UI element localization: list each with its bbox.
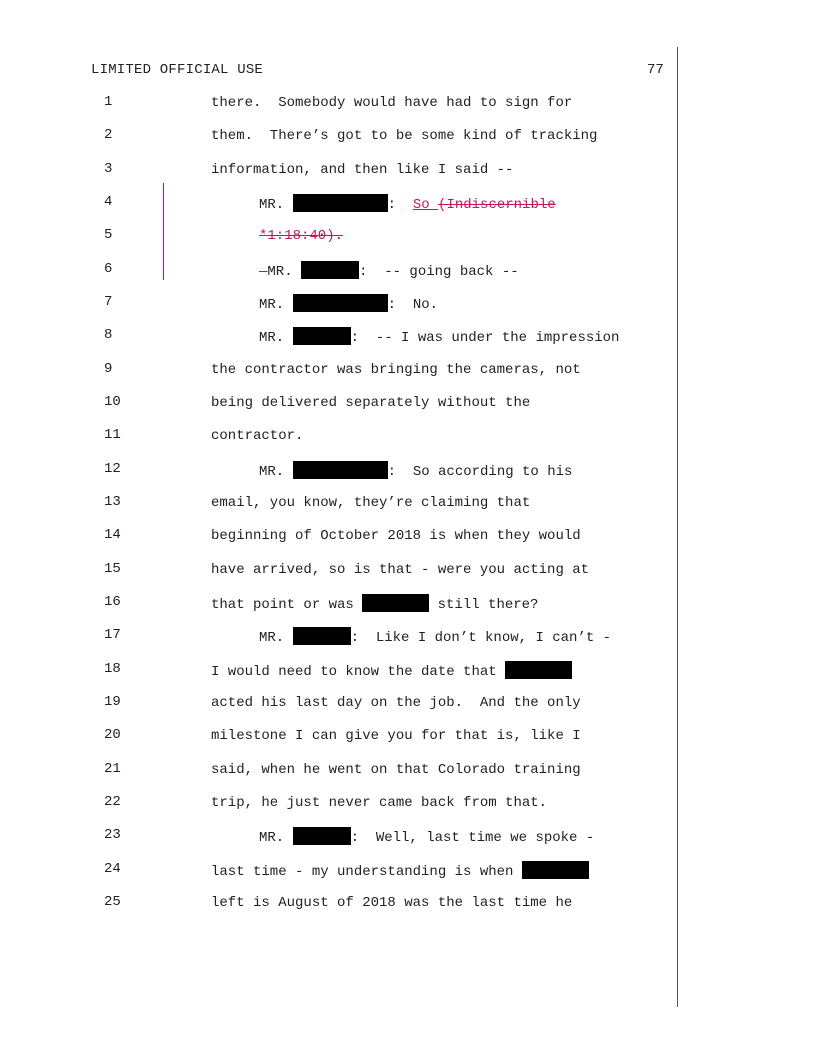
transcript-line [0,561,816,589]
transcript-line [0,761,816,789]
line-text: trip, he just never came back from that. [211,795,548,811]
transcript-line [0,294,816,322]
line-text [211,594,538,614]
line-text: milestone I can give you for that is, like I [211,728,581,744]
deleted-mark: — [259,264,268,280]
speaker-prefix: MR. [259,630,293,646]
redaction-box [293,327,351,345]
transcript-line [0,894,816,922]
line-number: 11 [104,427,121,443]
line-text [259,327,619,347]
line-text [211,661,572,681]
transcript-line [0,161,816,189]
redaction-box [293,194,388,212]
text-after-redaction: still there? [429,597,539,613]
line-text [259,461,572,481]
redaction-box [293,827,351,845]
redaction-box [505,661,572,679]
line-number: 23 [104,827,121,843]
speaker-prefix: MR. [259,297,293,313]
line-number: 24 [104,861,121,877]
inserted-text: So [412,197,439,213]
transcript-line [0,727,816,755]
line-text [259,627,611,647]
line-number: 3 [104,161,113,177]
line-number: 20 [104,727,121,743]
page-header [0,0,816,90]
line-number: 14 [104,527,121,543]
line-text: contractor. [211,428,304,444]
line-number: 13 [104,494,121,510]
transcript-line [0,327,816,355]
line-text: left is August of 2018 was the last time he [211,895,573,911]
speaker-prefix: MR. [259,197,293,213]
line-text: email, you know, they’re claiming that [211,495,531,511]
speaker-colon: : Like I don’t know, I can’t - [350,630,612,646]
text-before-redaction: last time - my understanding is when [211,864,522,880]
transcript-line [0,661,816,689]
transcript-line [0,627,816,655]
line-text: them. There’s got to be some kind of tracking [211,128,598,144]
transcript-line [0,461,816,489]
redaction-box [301,261,359,279]
redaction-box [293,627,351,645]
speaker-colon: : So according to his [387,464,573,480]
line-number: 9 [104,361,113,377]
speaker-colon: : [387,197,413,213]
transcript-line [0,427,816,455]
line-number: 12 [104,461,121,477]
line-number: 17 [104,627,121,643]
transcript-line [0,694,816,722]
line-number: 25 [104,894,121,910]
transcript-line [0,861,816,889]
speaker-prefix: MR. [259,330,293,346]
line-text: beginning of October 2018 is when they would [211,528,581,544]
redaction-box [293,461,388,479]
text-before-redaction: I would need to know the date that [211,664,506,680]
line-number: 15 [104,561,121,577]
speaker-prefix: MR. [259,464,293,480]
line-text: information, and then like I said -- [211,162,514,178]
classification-label: LIMITED OFFICIAL USE [91,62,264,78]
line-text: being delivered separately without the [211,395,531,411]
transcript-line [0,127,816,155]
line-number: 1 [104,94,113,110]
line-number: 8 [104,327,113,343]
speaker-colon: : -- going back -- [359,264,519,280]
line-text [211,861,589,881]
speaker-prefix: MR. [267,264,302,280]
line-number: 21 [104,761,121,777]
transcript-line [0,594,816,622]
line-number: 7 [104,294,113,310]
transcript-line [0,261,816,289]
line-number: 6 [104,261,113,277]
transcript-line [0,94,816,122]
line-text: acted his last day on the job. And the only [211,695,581,711]
transcript-line [0,194,816,222]
line-number: 5 [104,227,113,243]
page-number: 77 [647,62,664,78]
speaker-prefix: MR. [259,830,293,846]
transcript-line [0,494,816,522]
transcript-line [0,361,816,389]
transcript-line [0,794,816,822]
text-before-redaction: that point or was [211,597,363,613]
line-text: there. Somebody would have had to sign for [211,95,573,111]
line-text [259,194,556,214]
line-number: 22 [104,794,121,810]
speaker-colon: : -- I was under the impression [350,330,620,346]
transcript-line [0,527,816,555]
redaction-box [522,861,589,879]
line-number: 10 [104,394,121,410]
deleted-text: *1:18:40). [259,228,344,244]
transcript-line [0,394,816,422]
line-number: 19 [104,694,121,710]
line-text [259,261,519,281]
line-text: said, when he went on that Colorado training [211,762,581,778]
transcript-line [0,827,816,855]
line-number: 16 [104,594,121,610]
transcript-line [0,227,816,255]
line-text: the contractor was bringing the cameras, not [211,362,581,378]
redaction-box [362,594,429,612]
deleted-text: (Indiscernible [438,197,556,213]
line-text [259,294,438,314]
speaker-colon: : Well, last time we spoke - [350,830,595,846]
line-number: 18 [104,661,121,677]
speaker-colon: : No. [387,297,439,313]
line-number: 4 [104,194,113,210]
line-text [259,827,594,847]
line-number: 2 [104,127,113,143]
redaction-box [293,294,388,312]
line-text: have arrived, so is that - were you acting at [211,562,590,578]
